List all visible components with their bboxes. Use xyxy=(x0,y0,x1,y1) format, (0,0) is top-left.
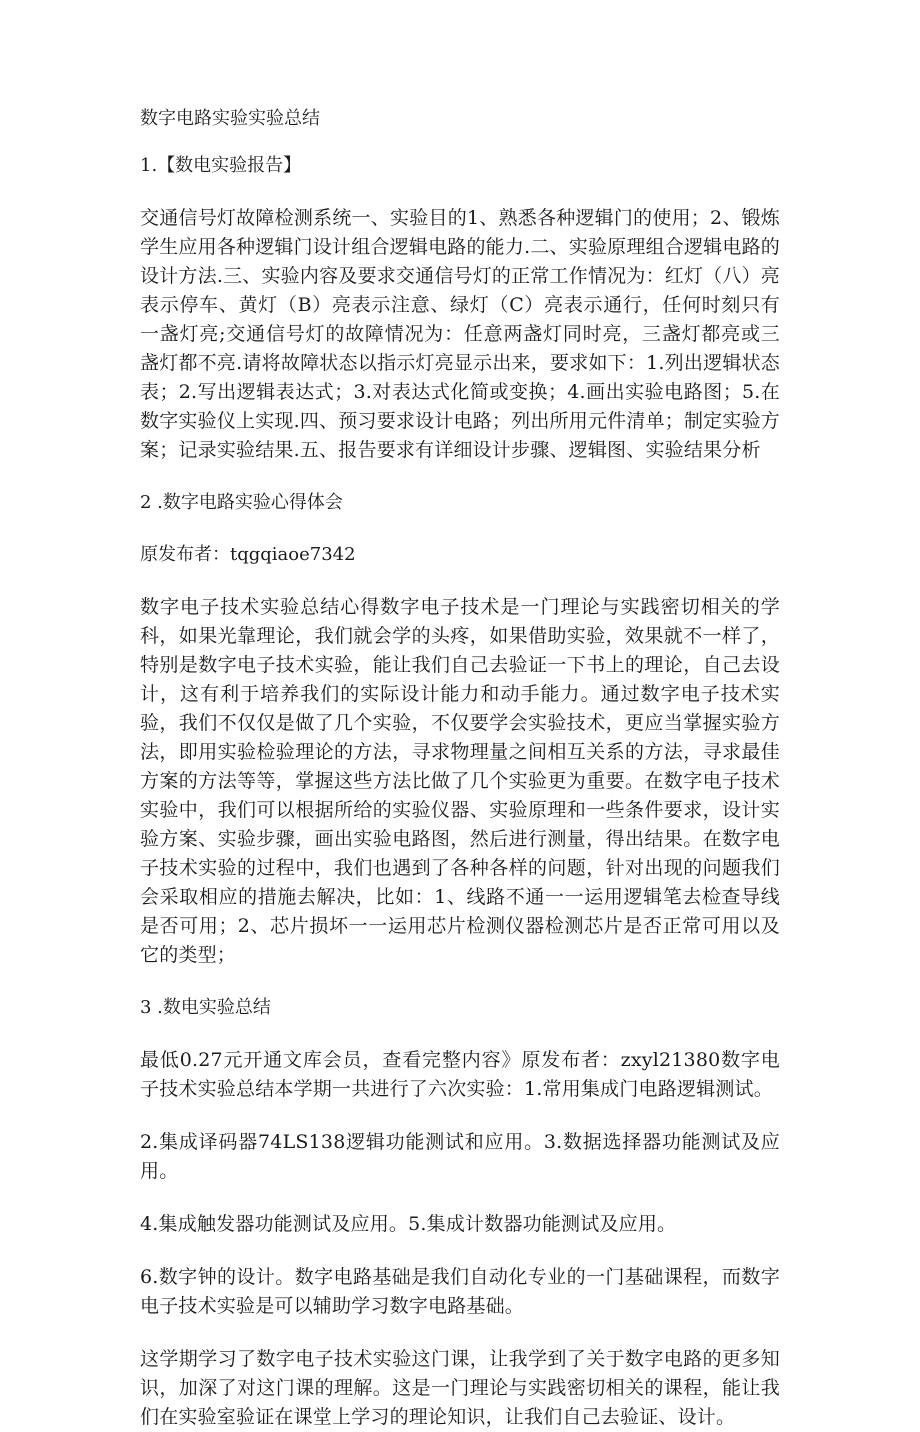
section-heading-1: 1.【数电实验报告】 xyxy=(140,155,302,176)
paragraph-traffic-light: 交通信号灯故障检测系统一、实验目的1、熟悉各种逻辑门的使用；2、锻炼学生应用各种逻辑门设计组合逻辑电路的能力.二、实验原理组合逻辑电路的设计方法.三、实验内容及要求交通信号灯的正常工作情况为：红灯（八）亮表示停车、黄灯（B）亮表示注意、绿灯（C）亮表示通行，任何时刻只有一盏灯亮;交通信号灯的故障情况为：任意两盏灯同时亮，三盏灯都亮或三盏灯都不亮.请将故障状态以指示灯亮显示出来，要求如下：1.列出逻辑状态表；2.写出逻辑表达式；3.对表达式化简或变换；4.画出实验电路图；5.在数字实验仪上实现.四、预习要求设计电路；列出所用元件清单；制定实验方案；记录实验结果.五、报告要求有详细设计步骤、逻辑图、实验结果分析 xyxy=(140,207,780,461)
paragraph-experience: 数字电子技术实验总结心得数字电子技术是一门理论与实践密切相关的学科，如果光靠理论，我们就会学的头疼，如果借助实验，效果就不一样了，特别是数字电子技术实验，能让我们自己去验证一下书上的理论，自己去设计，这有利于培养我们的实际设计能力和动手能力。通过数字电子技术实验，我们不仅仅是做了几个实验，不仅要学会实验技术，更应当掌握实验方法，即用实验检验理论的方法，寻求物理量之间相互关系的方法，寻求最佳方案的方法等等，掌握这些方法比做了几个实验更为重要。在数字电子技术实验中，我们可以根据所给的实验仪器、实验原理和一些条件要求，设计实验方案、实验步骤，画出实验电路图，然后进行测量，得出结果。在数字电子技术实验的过程中，我们也遇到了各种各样的问题，针对出现的问题我们会采取相应的措施去解决，比如：1、线路不通一一运用逻辑笔去检查导线是否可用；2、芯片损坏一一运用芯片检测仪器检测芯片是否正常可用以及它的类型； xyxy=(140,596,780,966)
section-heading-2: 2 .数字电路实验心得体会 xyxy=(140,492,343,513)
document-title: 数字电路实验实验总结 xyxy=(140,108,320,129)
paragraph-summary-intro: 最低0.27元开通文库会员，查看完整内容》原发布者：zxyl21380数字电子技术实验总结本学期一共进行了六次实验：1.常用集成门电路逻辑测试。 xyxy=(140,1049,780,1100)
paragraph-items-2-3: 2.集成译码器74LS138逻辑功能测试和应用。3.数据选择器功能测试及应用。 xyxy=(140,1131,780,1182)
publisher-line-1: 原发布者：tqgqiaoe7342 xyxy=(140,544,356,565)
section-heading-3: 3 .数电实验总结 xyxy=(140,997,271,1018)
paragraph-conclusion: 这学期学习了数字电子技术实验这门课，让我学到了关于数字电路的更多知识，加深了对这门课的理解。这是一门理论与实践密切相关的课程，能让我们在实验室验证在课堂上学习的理论知识，让我们自己去验证、设计。 xyxy=(140,1348,780,1428)
paragraph-item-6: 6.数字钟的设计。数字电路基础是我们自动化专业的一门基础课程，而数字电子技术实验是可以辅助学习数字电路基础。 xyxy=(140,1266,780,1317)
paragraph-items-4-5: 4.集成触发器功能测试及应用。5.集成计数器功能测试及应用。 xyxy=(140,1213,677,1235)
